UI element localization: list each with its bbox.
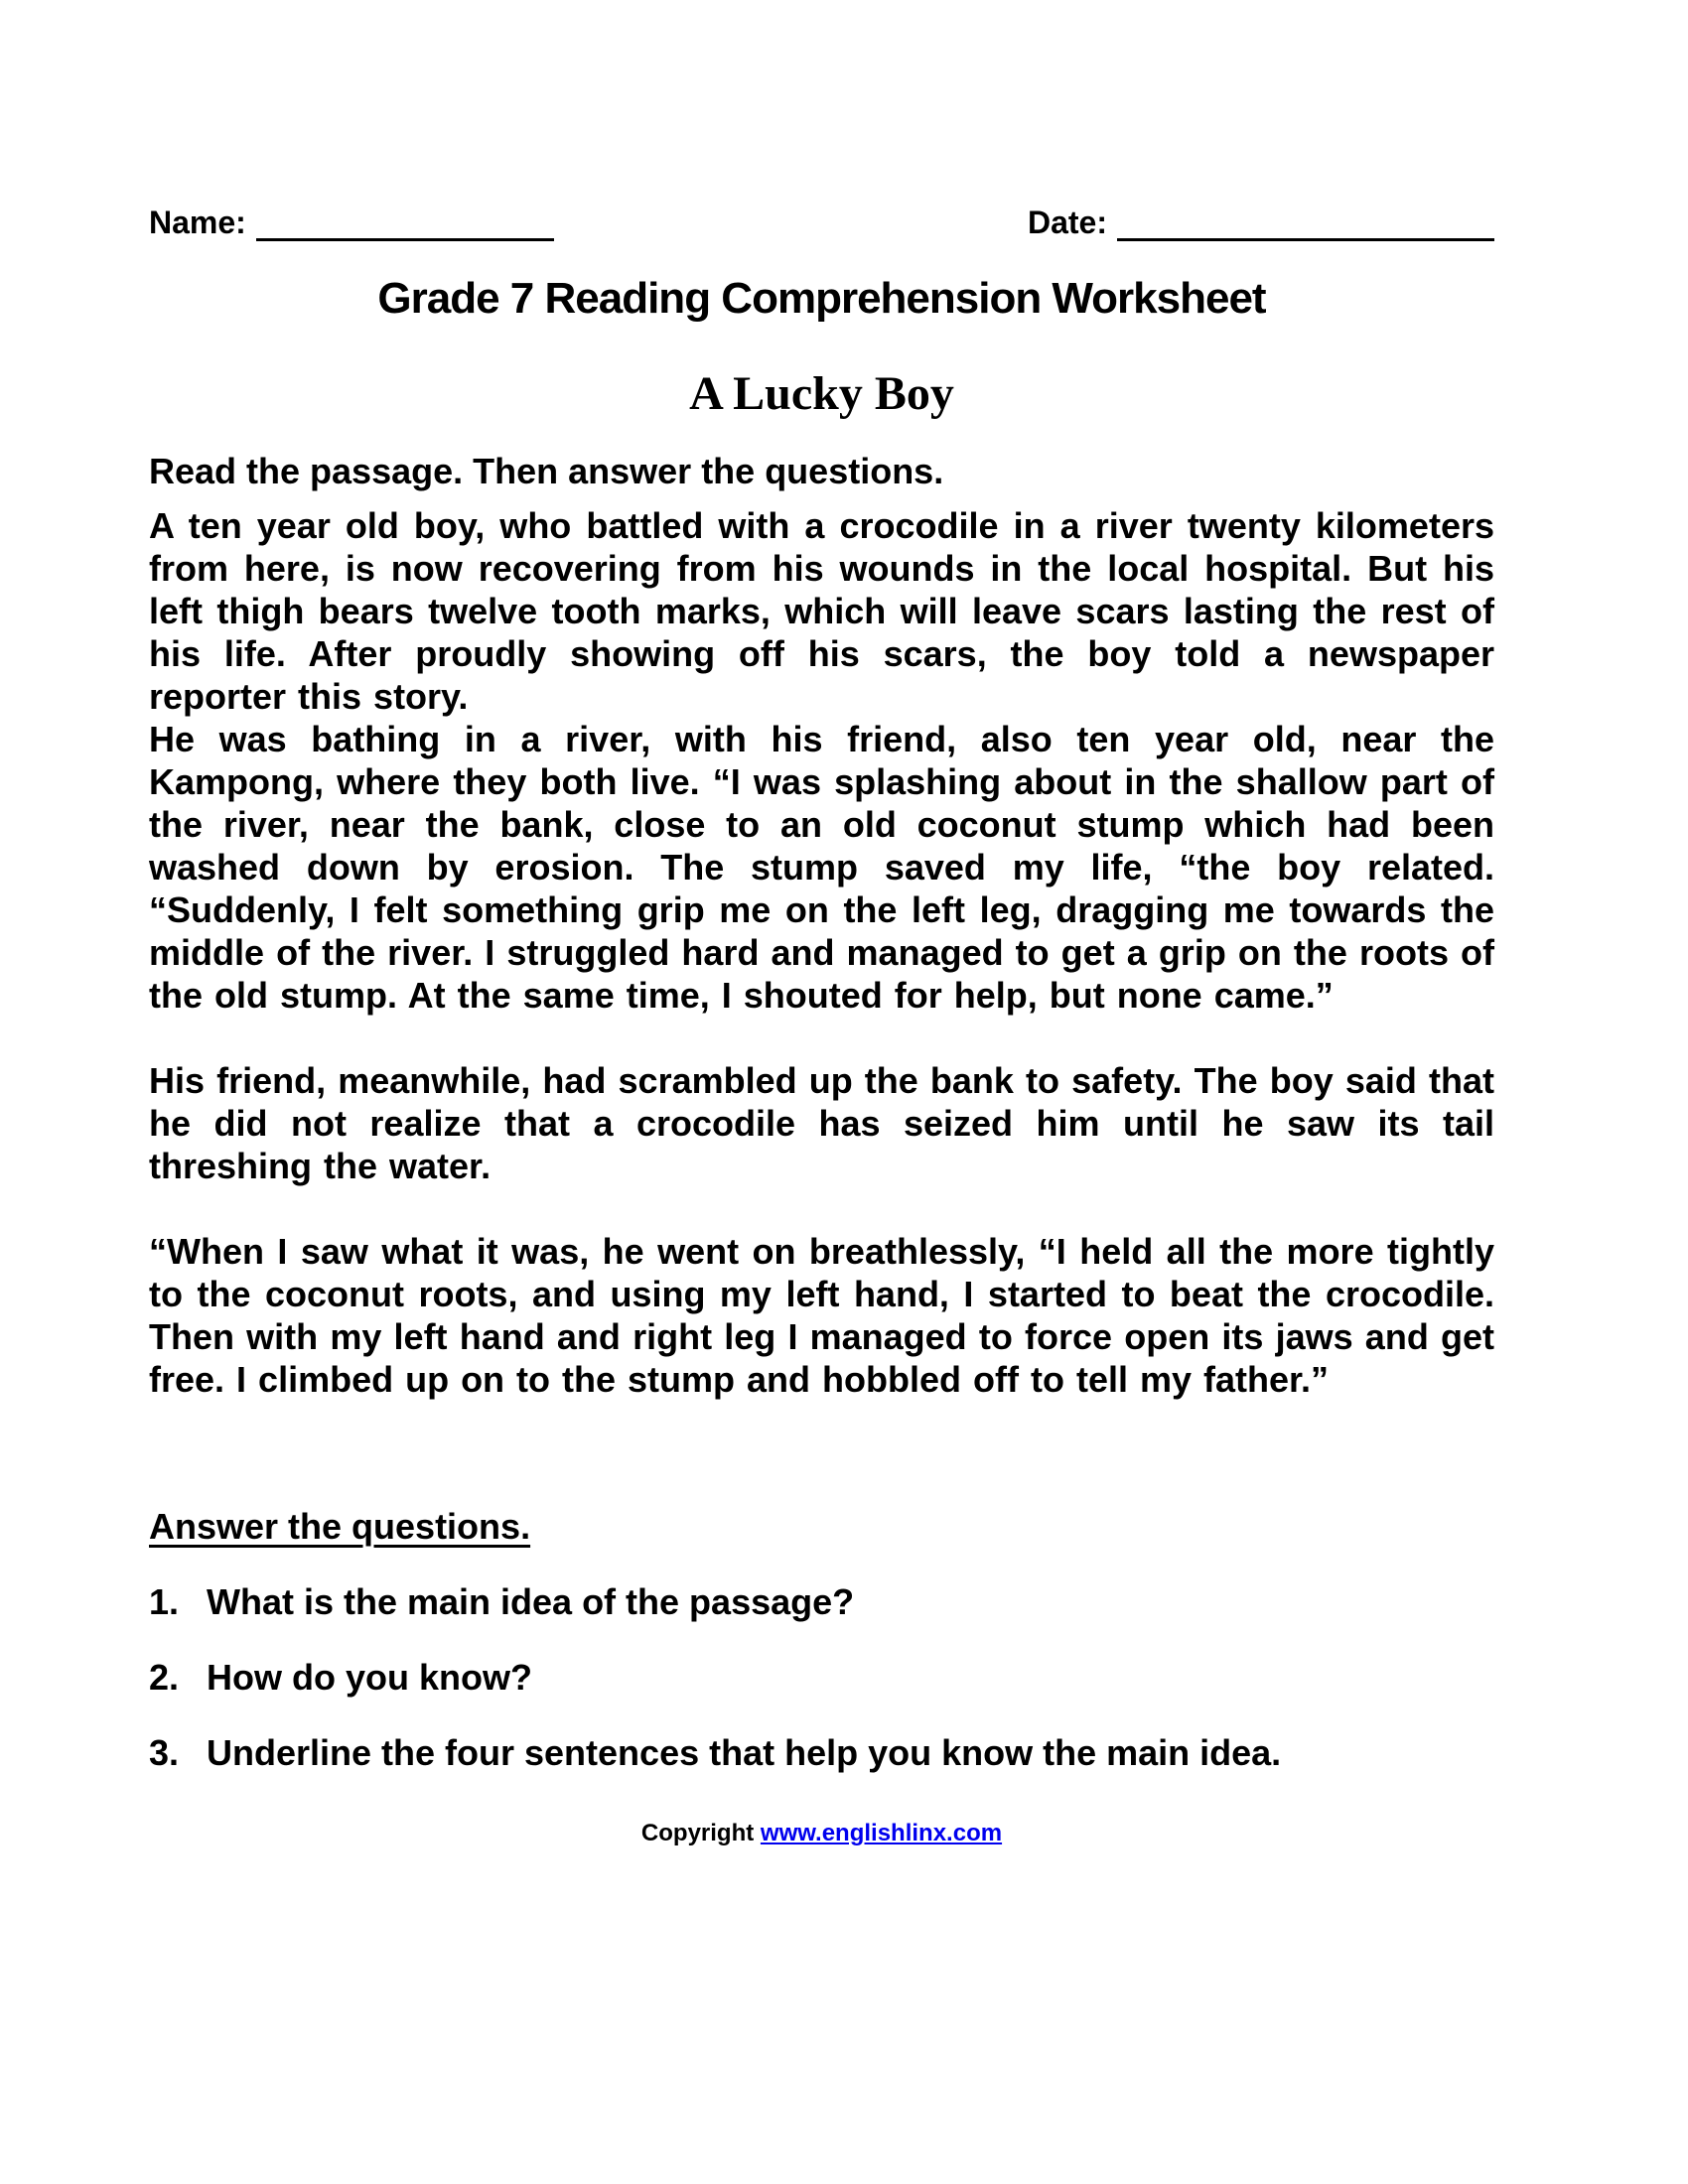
date-blank-line	[1117, 207, 1494, 241]
questions-heading: Answer the questions.	[149, 1506, 531, 1547]
passage-paragraph-4: “When I saw what it was, he went on breathlessly, “I held all the more tightly to the coconut roots, and using my left hand, I started to beat the crocodile. Then with my left hand and right leg I managed to force open its jaws and get free. I climbed up on to the stump and hobbled off to tell my father.”	[149, 1231, 1494, 1400]
passage-paragraph-3: His friend, meanwhile, had scrambled up the bank to safety. The boy said that he did not realize that a crocodile has seized him until he saw its tail threshing the water.	[149, 1060, 1494, 1186]
question-item-3	[149, 1731, 1494, 1774]
question-number: 3.	[149, 1732, 180, 1773]
worksheet-title: Grade 7 Reading Comprehension Worksheet	[377, 274, 1266, 323]
footer	[149, 1819, 1494, 1848]
question-text: How do you know?	[207, 1657, 532, 1698]
passage-body	[149, 504, 1494, 1401]
passage-paragraph-1: A ten year old boy, who battled with a crocodile in a river twenty kilometers from here, is now recovering from his wounds in the local hospital. But his left thigh bears twelve tooth marks, which will leave scars lasting the rest of his life. After proudly showing off his scars, the boy told a newspaper reporter this story.	[149, 505, 1494, 717]
name-blank-line	[256, 207, 554, 241]
question-item-2	[149, 1656, 1494, 1699]
passage-paragraph-2: He was bathing in a river, with his friend, also ten year old, near the Kampong, where they both live. “I was splashing about in the shallow part of the river, near the bank, close to an old coconut stump which had been washed down by erosion. The stump saved my life, “the boy related. “Suddenly, I felt something grip me on the left leg, dragging me towards the middle of the river. I struggled hard and managed to get a grip on the roots of the old stump. At the same time, I shouted for help, but none came.”	[149, 719, 1494, 1016]
question-text: Underline the four sentences that help you know the main idea.	[207, 1732, 1282, 1773]
question-number: 2.	[149, 1657, 180, 1698]
copyright-link[interactable]: www.englishlinx.com	[760, 1820, 1003, 1846]
name-date-row	[149, 204, 1494, 241]
date-field-group	[1028, 204, 1494, 241]
date-label: Date:	[1027, 205, 1107, 240]
copyright-text: Copyright	[640, 1820, 755, 1846]
question-item-1	[149, 1580, 1494, 1623]
instructions-text: Read the passage. Then answer the questions.	[149, 451, 944, 491]
question-number: 1.	[149, 1581, 180, 1622]
passage-title: A Lucky Boy	[689, 367, 954, 420]
name-label: Name:	[149, 205, 246, 240]
name-field-group	[149, 204, 554, 241]
question-text: What is the main idea of the passage?	[207, 1581, 855, 1622]
